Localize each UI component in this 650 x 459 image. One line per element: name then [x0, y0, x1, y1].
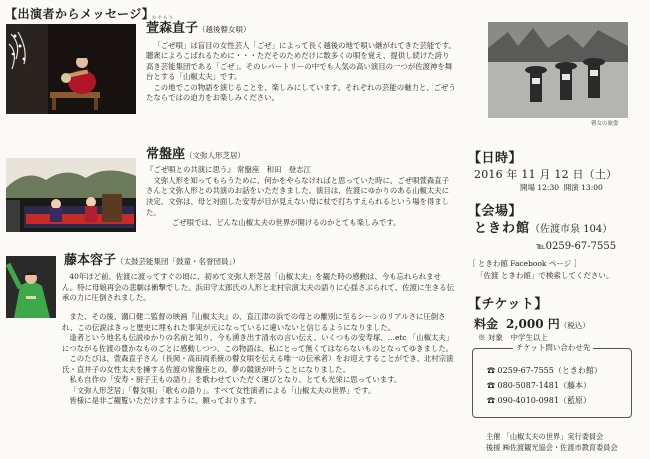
kayamori-name — [146, 20, 456, 38]
kayamori-photo — [6, 24, 136, 114]
messages-header: 【出演者からメッセージ】 — [5, 7, 155, 21]
tokiwaza-photo — [6, 158, 136, 232]
organizer: 主催 「山椒太夫の世界」実行委員会 — [486, 432, 604, 441]
price-label: 料金 — [474, 317, 499, 331]
contact-row — [487, 393, 602, 408]
ticket-label: 【チケット】 — [468, 297, 548, 312]
tokiwaza-paragraph-3: ごぜ唄では、どんな山椒太夫の世界が開けるのかとても楽しみです。 — [171, 218, 401, 228]
phone-icon: ☎ — [487, 381, 495, 391]
fujimoto-paragraph-5: 私も自作の「安寿・厨子王もの語り」を歌わせていただく運びとなり、とても光栄に思っています。 — [69, 375, 402, 385]
fujimoto-photo — [6, 256, 56, 318]
contact-row — [487, 378, 602, 393]
tokiwaza-name — [146, 146, 456, 164]
fujimoto-name — [64, 252, 456, 270]
venue-label: 【会場】 — [468, 204, 523, 219]
price-value: 2,000 円 — [506, 317, 560, 331]
fujimoto-paragraph-4: このたびは、萱森直子さん（長岡・高田両系統の瞽女唄を伝える唯一の伝承者）をお迎えすることができ、北村宗演氏・直井子の女性太夫を擁する佐渡の常盤座との、夢の競演が叶うことになりました。 — [62, 354, 454, 374]
tokiwaza-paragraph-1: 『ごぜ唄との共演に思う』 常盤座 和田 登志江 — [146, 165, 311, 175]
contact-text: 080-5087-1481（藤本） — [497, 381, 591, 391]
fujimoto-paragraph-3: 逢者という地名も伝説ゆかりの名前と知り、今も湧き出す清水の言い伝え、いくつもの安寿塚、…etc 「山椒太夫」につながる佐渡の豊かなものごとに感動しつつ、この物語は、私にとって無くてはならないものとなってゆきました。 — [62, 333, 454, 353]
goze-photo-caption: 瞽女の旅姿 — [591, 121, 619, 127]
date-label: 【日時】 — [468, 151, 523, 166]
facebook-search: 「佐渡 ときわ館」で検索してください。 — [476, 271, 614, 280]
ticket-note: ※ 対象 中学生以上 — [478, 333, 548, 342]
date-value: 2016 年 11 月 12 日（土） — [474, 168, 618, 181]
kayamori-ruby: かやもり — [152, 16, 174, 21]
start-time: 開演 13:00 — [563, 183, 603, 192]
contact-text: 090-4010-0981（藍原） — [497, 396, 591, 406]
venue-address: （佐渡市泉 104） — [530, 224, 613, 235]
fujimoto-group: （太鼓芸能集団「鼓童・名誉団員」） — [116, 257, 240, 266]
kayamori-name-text: 萱森直子 — [146, 21, 199, 37]
facebook-label: ［ ときわ館 Facebook ページ ］ — [468, 259, 582, 268]
goze-photo — [488, 22, 628, 118]
sponsor: 後援 ㈱佐渡観光協会・佐渡市教育委員会 — [486, 443, 618, 452]
tokiwaza-group: （文弥人形芝居） — [185, 151, 246, 160]
fujimoto-paragraph-6: 「文弥人形芝居」「瞽女唄」「歌もの語り」。すべて女性演者による「山椒太夫の世界」です。 — [69, 385, 376, 395]
price-tax: （税込） — [559, 321, 590, 330]
open-time: 開場 12:30 — [520, 183, 559, 192]
kayamori-paragraph-1: 「ごぜ唄」は盲目の女性芸人「ごぜ」によって長く越後の地で唄い継がれてきた芸能です。聴衆によろこばれるために・・・ただそのためだけに数多くの唄を覚え、提供し続けた誇り高き芸能集団である「ごぜ」。そのレパートリーの中でも人気の高い演目の一つが佐渡神を舞台とする「山椒太夫」です。 — [146, 40, 456, 82]
venue-tel: 0259-67-7555 — [545, 241, 617, 252]
phone-icon: ☎ — [487, 366, 495, 375]
tokiwaza-paragraph-2: 文弥人形を知ってもらうために、何かをやらなければと思っていた時に、ごぜ唄萱森直子さんと文弥人形との共演のお話をいただきました。演目は、佐渡にゆかりのある山椒太夫に決定、文弥は、母と対面した安寿が目が見えない母に杖で打ちすえられるという場を得ました。 — [146, 175, 450, 217]
fujimoto-paragraph-2: また、その後、溝口健二監督の映画『山椒太夫』の、直江津の浜での母との離別に至るシーンのリアルさに圧倒され、この伝説はきっと歴史に埋もれた事実が元になっているに違いないと信じるようになりました。 — [62, 312, 446, 332]
fujimoto-paragraph-1: 40年ほど前、佐渡に渡ってすぐの頃に、初めて文弥人形芝居「山椒太夫」を観た時の感動は、今も忘れられません。特に母娘再会の悲劇は衝撃でした。浜田守太郎氏の人形と北村宗演太夫の語りに心揺さぶられて、佐渡に生きる伝承の力に圧倒されました。 — [62, 272, 455, 303]
tokiwaza-name-text: 常盤座 — [146, 147, 186, 162]
fujimoto-name-text: 藤本容子 — [64, 253, 117, 268]
venue-name: ときわ館 — [474, 221, 531, 236]
phone-icon: ℡ — [536, 242, 546, 252]
phone-icon: ☎ — [487, 396, 495, 406]
contact-text: 0259-67-7555（ときわ館） — [497, 366, 602, 375]
contact-row — [487, 363, 602, 378]
contact-title: チケット問い合わせ先 — [513, 343, 593, 354]
kayamori-group: （越後瞽女唄） — [198, 25, 251, 35]
contact-box — [472, 343, 632, 418]
kayamori-paragraph-2: この地でこの物語を演じることを、楽しみにしています。それぞれの芸能の魅力と、ごぜうたならではの迫力をお楽しみください。 — [146, 82, 456, 103]
fujimoto-paragraph-7: 皆様に是非ご観覧いただけますように、願っております。 — [69, 396, 261, 406]
